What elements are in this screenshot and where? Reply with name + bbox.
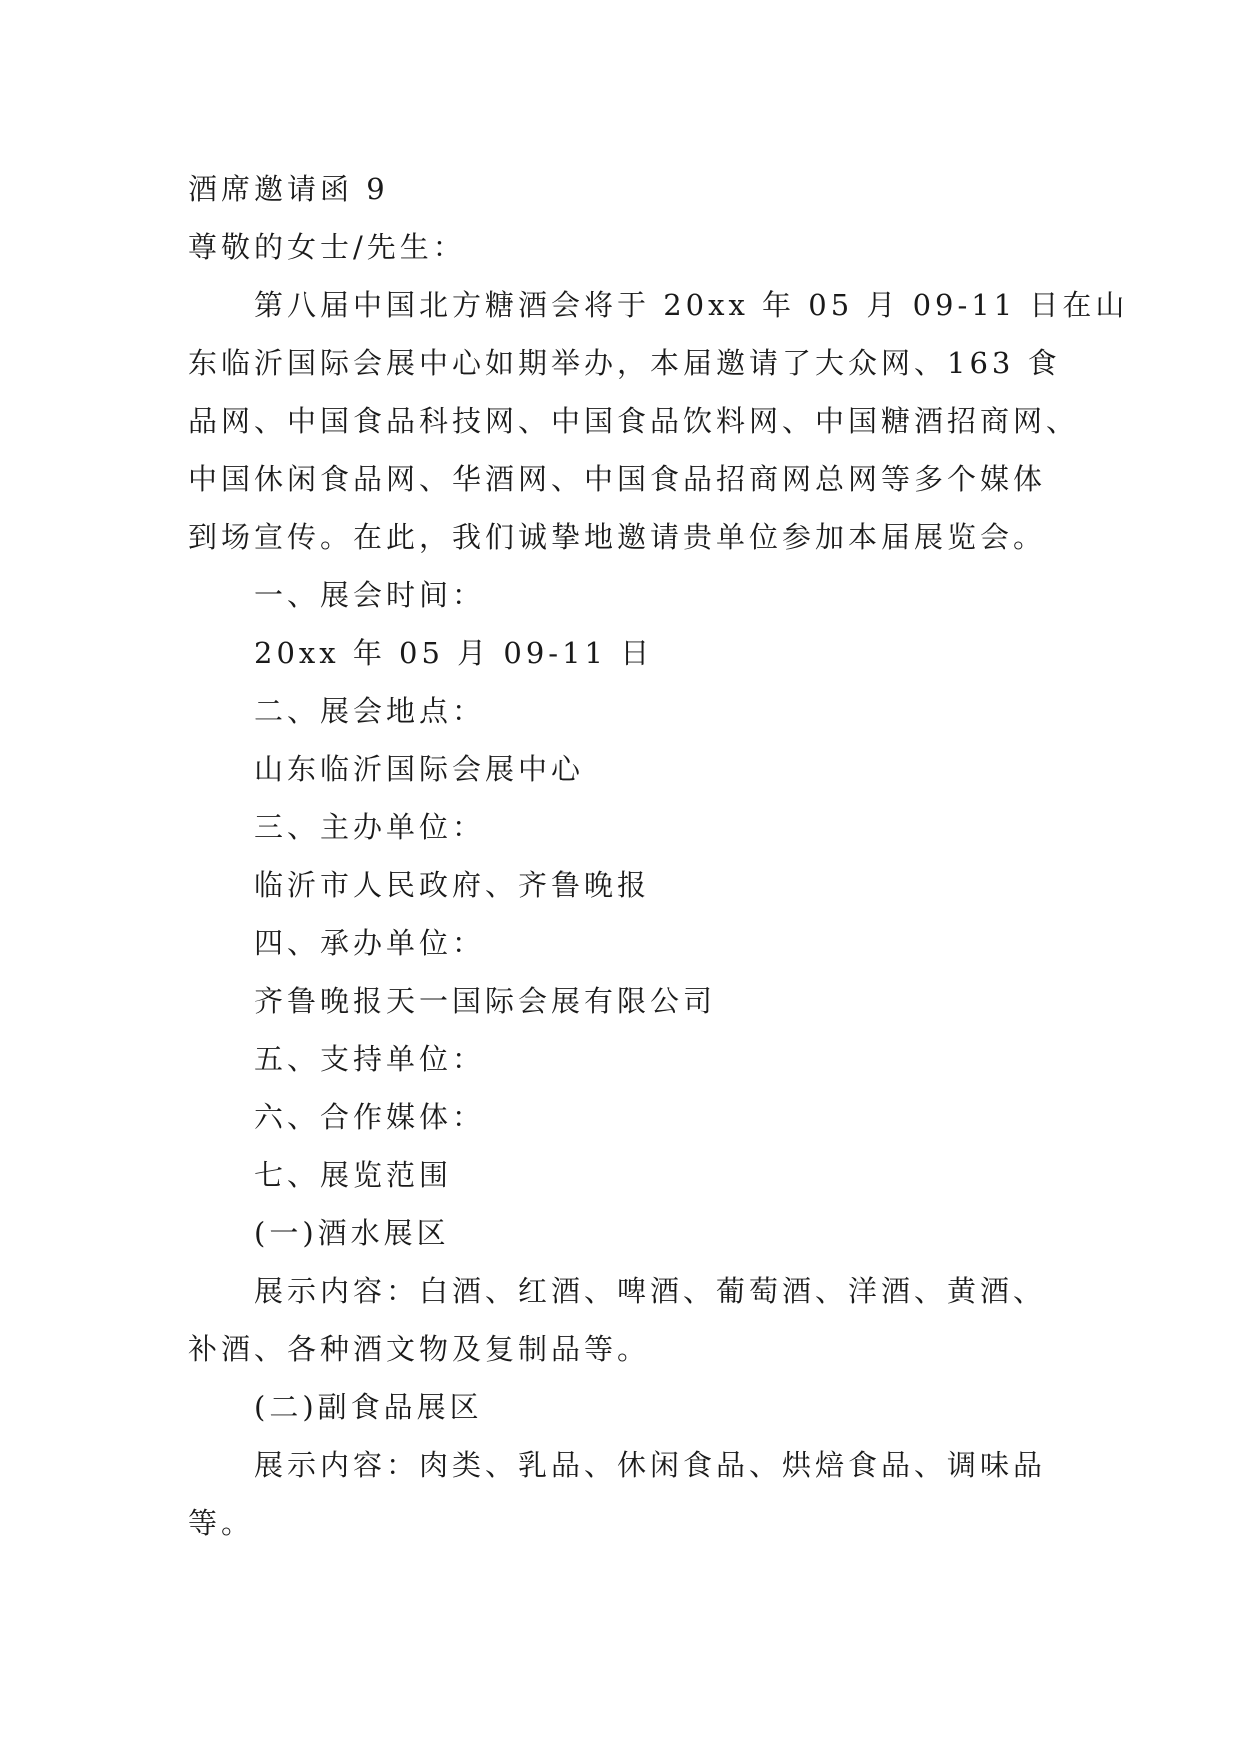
- intro-line: 到场宣传。在此，我们诚挚地邀请贵单位参加本届展览会。: [188, 520, 1047, 554]
- zone-content-line: 展示内容：肉类、乳品、休闲食品、烘焙食品、调味品: [254, 1448, 1047, 1482]
- intro-paragraph: [188, 276, 1129, 566]
- intro-line: 第八届中国北方糖酒会将于 20xx 年 05 月 09-11 日在山: [254, 288, 1129, 322]
- intro-line: 东临沂国际会展中心如期举办，本届邀请了大众网、163 食: [188, 346, 1061, 380]
- zone-heading-drinks: (一)酒水展区: [254, 1216, 450, 1250]
- salutation: 尊敬的女士/先生：: [188, 230, 466, 264]
- section-body-undertaker: 齐鲁晚报天一国际会展有限公司: [254, 984, 717, 1018]
- section-body-location: 山东临沂国际会展中心: [254, 752, 585, 786]
- zone-content-line: 展示内容：白酒、红酒、啤酒、葡萄酒、洋酒、黄酒、: [254, 1274, 1047, 1308]
- zone-content-line: 等。: [188, 1506, 255, 1540]
- zone-content-line: 补酒、各种酒文物及复制品等。: [188, 1332, 651, 1366]
- section-heading-location: 二、展会地点：: [254, 694, 486, 728]
- intro-line: 中国休闲食品网、华酒网、中国食品招商网总网等多个媒体: [188, 462, 1047, 496]
- section-heading-organizer: 三、主办单位：: [254, 810, 486, 844]
- document-content: [188, 160, 1129, 1552]
- zone-heading-food: (二)副食品展区: [254, 1390, 483, 1424]
- section-heading-media: 六、合作媒体：: [254, 1100, 486, 1134]
- section-body-organizer: 临沂市人民政府、齐鲁晚报: [254, 868, 651, 902]
- section-heading-undertaker: 四、承办单位：: [254, 926, 486, 960]
- section-heading-time: 一、展会时间：: [254, 578, 486, 612]
- section-heading-support: 五、支持单位：: [254, 1042, 486, 1076]
- section-heading-scope: 七、展览范围: [254, 1158, 453, 1192]
- document-title: 酒席邀请函 9: [188, 172, 389, 206]
- intro-line: 品网、中国食品科技网、中国食品饮料网、中国糖酒招商网、: [188, 404, 1080, 438]
- section-body-time: 20xx 年 05 月 09-11 日: [254, 636, 654, 670]
